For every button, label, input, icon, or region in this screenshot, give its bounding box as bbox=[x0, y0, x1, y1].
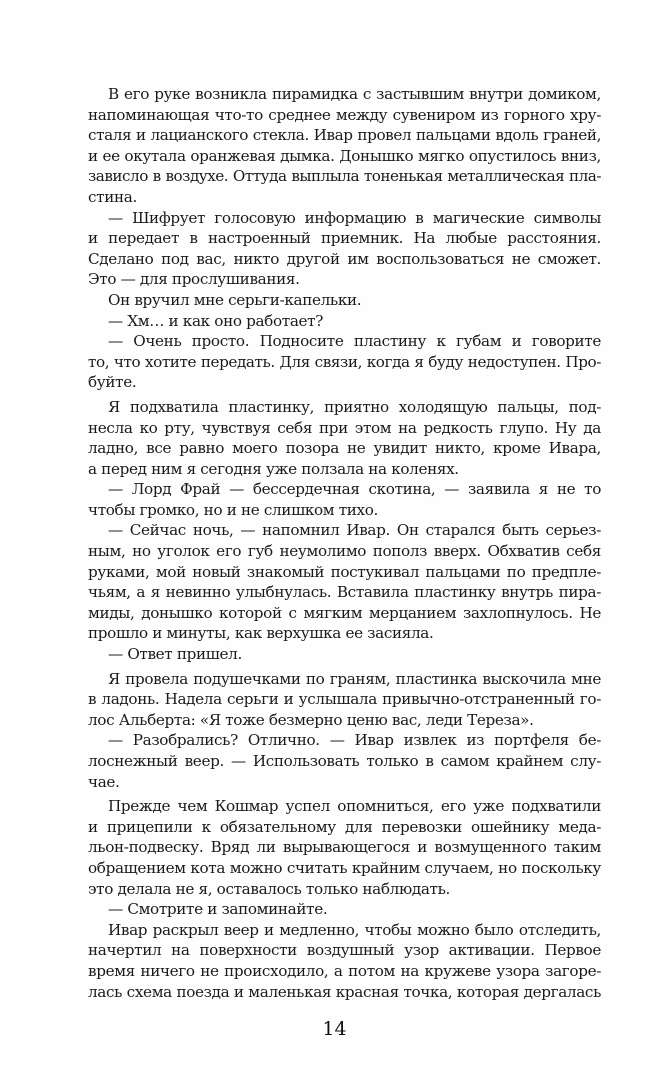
text-line: прошло и минуты, как верхушка ее засияла. bbox=[88, 624, 434, 643]
text-line: Сделано под вас, никто другой им воспользоваться не сможет. bbox=[88, 249, 601, 268]
body-text bbox=[88, 84, 601, 1002]
text-line: и прицепили к обязательному для перевозки ошейнику меда- bbox=[88, 817, 601, 836]
text-line: — Сейчас ночь, — напомнил Ивар. Он старался быть серьез- bbox=[108, 521, 601, 540]
text-line: чьям, а я невинно улыбнулась. Вставила пластинку внутрь пира- bbox=[88, 583, 601, 602]
text-line: время ничего не происходило, а потом на кружеве узора загоре- bbox=[88, 961, 601, 980]
text-line: лоснежный веер. — Использовать только в самом крайнем слу- bbox=[88, 752, 601, 770]
text-line: руками, мой новый знакомый постукивал пальцами по предпле- bbox=[88, 562, 601, 581]
text-line: — Шифрует голосовую информацию в магические символы bbox=[108, 208, 601, 227]
paragraph bbox=[88, 669, 601, 731]
text-line: сталя и лацианского стекла. Ивар провел пальцами вдоль граней, bbox=[88, 126, 601, 145]
paragraph bbox=[88, 84, 601, 208]
text-line: лась схема поезда и маленькая красная точка, которая дергалась bbox=[88, 982, 601, 1001]
text-line: зависло в воздухе. Оттуда выплыла тоненькая металлическая пла- bbox=[88, 167, 601, 186]
text-line: — Смотрите и запоминайте. bbox=[108, 900, 328, 919]
paragraph bbox=[88, 520, 601, 644]
text-line: Это — для прослушивания. bbox=[88, 270, 300, 289]
text-line: несла ко рту, чувствуя себя при этом на редкость глупо. Ну да bbox=[88, 418, 601, 437]
text-line: Ивар раскрыл веер и медленно, чтобы можно было отследить, bbox=[108, 920, 601, 939]
text-line: Он вручил мне серьги-капельки. bbox=[108, 290, 362, 309]
text-line: напоминающая что-то среднее между сувениром из горного хру- bbox=[88, 105, 601, 124]
text-line: это делала не я, оставалось только наблюдать. bbox=[88, 879, 451, 898]
text-line: В его руке возникла пирамидка с застывшим внутри домиком, bbox=[108, 85, 601, 103]
text-line: — Разобрались? Отлично. — Ивар извлек из портфеля бе- bbox=[108, 731, 601, 750]
text-line: льон-подвеску. Вряд ли вырывающегося и возмущенного таким bbox=[88, 838, 601, 857]
paragraph bbox=[88, 730, 601, 792]
text-line: и передает в настроенный приемник. На любые расстояния. bbox=[88, 229, 601, 248]
paragraph bbox=[88, 479, 601, 520]
paragraph bbox=[88, 311, 601, 332]
text-line: а перед ним я сегодня уже ползала на коленях. bbox=[88, 459, 459, 478]
text-line: и ее окутала оранжевая дымка. Донышко мягко опустилось вниз, bbox=[88, 146, 601, 165]
text-line: стина. bbox=[88, 187, 137, 206]
text-line: Прежде чем Кошмар успел опомниться, его уже подхватили bbox=[108, 797, 601, 816]
text-line: начертил на поверхности воздушный узор активации. Первое bbox=[88, 941, 601, 960]
text-line: — Очень просто. Подносите пластину к губам и говорите bbox=[108, 332, 601, 351]
page-number: 14 bbox=[322, 1018, 347, 1040]
paragraph bbox=[88, 331, 601, 393]
paragraph bbox=[88, 920, 601, 1002]
text-line: ным, но уголок его губ неумолимо пополз вверх. Обхватив себя bbox=[88, 542, 601, 561]
text-line: — Хм… и как оно работает? bbox=[108, 311, 324, 330]
paragraph bbox=[88, 899, 601, 920]
paragraph bbox=[88, 290, 601, 311]
text-line: ладно, все равно моего позора не увидит никто, кроме Ивара, bbox=[88, 439, 601, 458]
text-line: обращением кота можно считать крайним случаем, но поскольку bbox=[88, 858, 601, 877]
text-line: — Ответ пришел. bbox=[108, 645, 242, 664]
paragraph bbox=[88, 644, 601, 665]
text-line: то, что хотите передать. Для связи, когда я буду недоступен. Про- bbox=[88, 352, 601, 371]
paragraph bbox=[88, 796, 601, 899]
text-line: Я подхватила пластинку, приятно холодящую пальцы, под- bbox=[108, 397, 601, 416]
text-line: буйте. bbox=[88, 373, 137, 392]
text-line: чае. bbox=[88, 772, 120, 791]
text-line: миды, донышко которой с мягким мерцанием захлопнулось. Не bbox=[88, 603, 601, 622]
paragraph bbox=[88, 397, 601, 479]
paragraph bbox=[88, 208, 601, 290]
text-line: Я провела подушечками по граням, пластинка выскочила мне bbox=[108, 669, 601, 688]
text-line: — Лорд Фрай — бессердечная скотина, — заявила я не то bbox=[108, 480, 601, 499]
text-line: чтобы громко, но и не слишком тихо. bbox=[88, 500, 379, 519]
text-line: в ладонь. Надела серьги и услышала привычно-отстраненный го- bbox=[88, 690, 601, 709]
text-line: лос Альберта: «Я тоже безмерно ценю вас, леди Тереза». bbox=[88, 710, 534, 729]
